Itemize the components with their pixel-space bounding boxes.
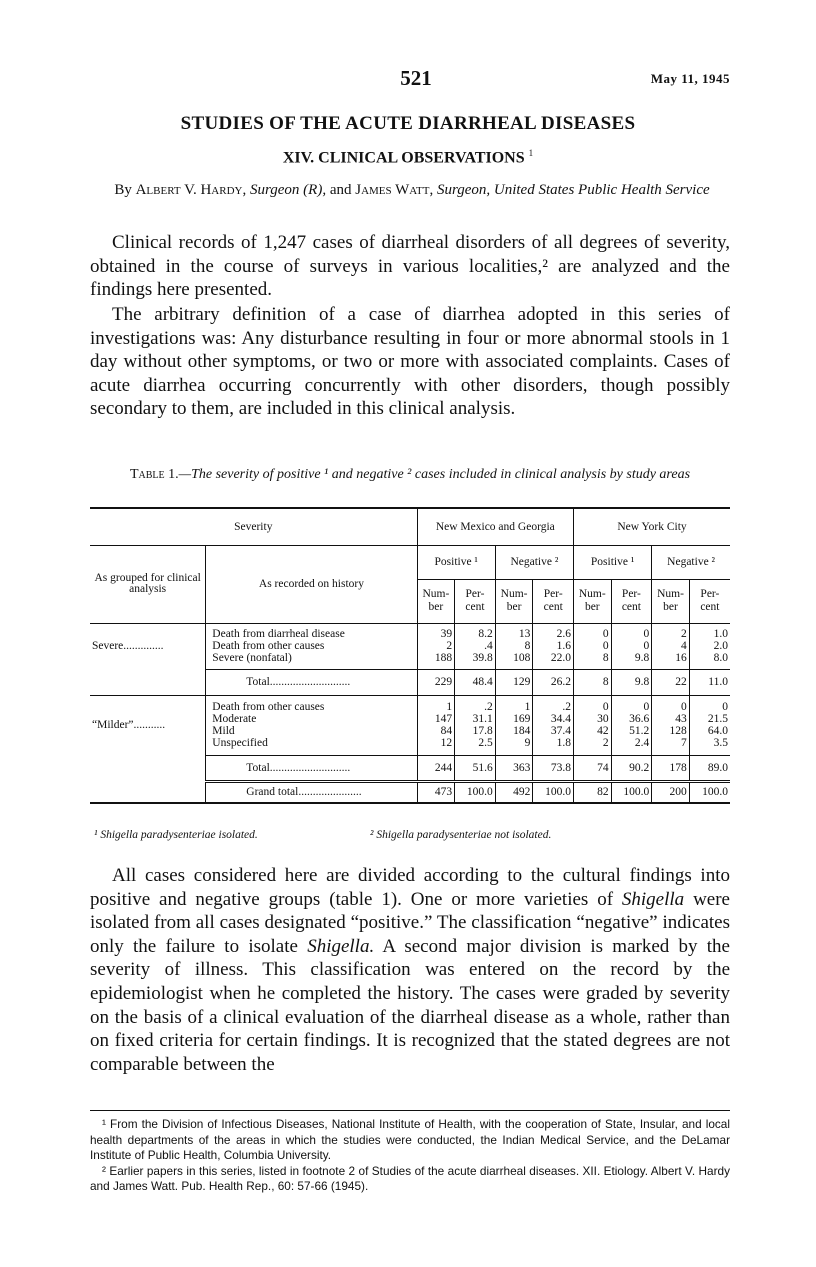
para3-part: were isolated from all cases designated “positive.” The classification “negative” indicates only the failure to isolate bbox=[90, 888, 730, 957]
total-cell: 11.0 bbox=[689, 669, 730, 695]
table-caption-label: Table 1. bbox=[129, 467, 179, 482]
total-cell: 89.0 bbox=[689, 755, 730, 781]
cell: 0 bbox=[722, 701, 728, 713]
grand-total-cell: 492 bbox=[495, 781, 533, 803]
header-percent: Per- cent bbox=[611, 579, 652, 623]
page-number: 521 bbox=[400, 66, 432, 90]
cell: 30 bbox=[597, 713, 609, 725]
grand-total-cell: 82 bbox=[574, 781, 612, 803]
cell: 2 bbox=[681, 628, 687, 640]
group-label-severe bbox=[90, 623, 206, 669]
byline-by: By bbox=[114, 182, 132, 198]
total-cell: 26.2 bbox=[533, 669, 574, 695]
total-label: Total bbox=[246, 676, 270, 688]
page-footnotes bbox=[90, 1117, 730, 1195]
row-label: Unspecified bbox=[212, 737, 268, 749]
total-label: Grand total bbox=[246, 786, 299, 799]
spacer bbox=[90, 781, 206, 803]
severe-total-label: Total............................ bbox=[206, 669, 417, 695]
cell: 0 bbox=[681, 701, 687, 713]
cell: 16 bbox=[675, 652, 687, 664]
header-new-mexico-georgia: New Mexico and Georgia bbox=[417, 508, 573, 545]
header-number: Num- ber bbox=[652, 579, 690, 623]
cell: 1 bbox=[446, 701, 453, 713]
total-cell: 229 bbox=[417, 669, 455, 695]
cell: 12 bbox=[440, 737, 453, 749]
cell: 7 bbox=[681, 737, 687, 749]
cell-col bbox=[455, 695, 496, 755]
header-number: Num- ber bbox=[495, 579, 533, 623]
cell: .2 bbox=[484, 701, 493, 713]
row-label: Death from diarrheal disease bbox=[212, 628, 345, 640]
grand-total-cell: 100.0 bbox=[533, 781, 574, 803]
cell: 64.0 bbox=[707, 725, 728, 737]
grand-total-cell: 100.0 bbox=[455, 781, 496, 803]
header-new-york-city: New York City bbox=[574, 508, 731, 545]
severe-items bbox=[206, 623, 417, 669]
cell-col bbox=[495, 623, 533, 669]
spacer bbox=[90, 669, 206, 695]
header-percent: Per- cent bbox=[533, 579, 574, 623]
header-negative-nmg: Negative ² bbox=[495, 545, 573, 579]
cell: 147 bbox=[434, 713, 453, 725]
milder-items bbox=[206, 695, 417, 755]
total-cell: 90.2 bbox=[611, 755, 652, 781]
paragraph-1: Clinical records of 1,247 cases of diarrheal disorders of all degrees of severity, obtained in the course of surveys in various localities,² are analyzed and the findings here presented. bbox=[90, 232, 730, 301]
author-2-role: Surgeon, United States Public Health Service bbox=[436, 182, 710, 198]
header-negative-nyc: Negative ² bbox=[652, 545, 730, 579]
cell: 3.5 bbox=[713, 737, 728, 749]
footnote-2: ² Earlier papers in this series, listed in footnote 2 of Studies of the acute diarrheal diseases. XII. Etiology. Albert V. Hardy and James Watt. Pub. Health Rep., 60: 57-66 (1945). bbox=[90, 1163, 730, 1193]
grand-total-label: Grand total...................... bbox=[206, 781, 417, 803]
footnote-separator bbox=[90, 1110, 730, 1111]
header-positive-nmg: Positive ¹ bbox=[417, 545, 495, 579]
cell-col bbox=[689, 695, 730, 755]
cell: 2.4 bbox=[634, 737, 650, 749]
cell-col bbox=[611, 623, 652, 669]
cell: 13 bbox=[518, 628, 531, 640]
para3-italic: Shigella bbox=[621, 888, 685, 910]
cell: 0 bbox=[643, 640, 650, 652]
cell: 128 bbox=[669, 725, 687, 737]
cell: 2.6 bbox=[556, 628, 571, 640]
table-footnote-2: ² Shigella paradysenteriae not isolated. bbox=[370, 829, 552, 841]
cell: 31.1 bbox=[472, 713, 493, 725]
subtitle-text: XIV. CLINICAL OBSERVATIONS bbox=[282, 149, 525, 167]
group-label-milder bbox=[90, 695, 206, 755]
header-number: Num- ber bbox=[574, 579, 612, 623]
byline: By Albert V. Hardy, Surgeon (R), and James Watt, Surgeon, United States Public Health Service bbox=[114, 182, 710, 198]
cell: 36.6 bbox=[629, 713, 650, 725]
author-1-role: Surgeon (R), bbox=[249, 182, 327, 198]
cell-col bbox=[689, 623, 730, 669]
total-cell: 8 bbox=[574, 669, 612, 695]
total-cell: 73.8 bbox=[533, 755, 574, 781]
cell: .2 bbox=[562, 701, 571, 713]
grand-total-cell: 100.0 bbox=[611, 781, 652, 803]
cell: 2.0 bbox=[713, 640, 728, 652]
cell: 169 bbox=[513, 713, 531, 725]
total-cell: 74 bbox=[574, 755, 612, 781]
cell: 1.8 bbox=[556, 737, 571, 749]
byline-and: and bbox=[329, 182, 352, 198]
cell: 37.4 bbox=[550, 725, 571, 737]
cell: 184 bbox=[513, 725, 531, 737]
grand-total-cell: 100.0 bbox=[689, 781, 730, 803]
header-as-recorded: As recorded on history bbox=[206, 545, 417, 623]
total-cell: 363 bbox=[495, 755, 533, 781]
cell-col bbox=[652, 623, 690, 669]
group-label: “Milder” bbox=[92, 719, 134, 732]
para3-part: All cases considered here are divided according to the cultural findings into positive and negative groups (table 1). One or more varieties of bbox=[90, 865, 730, 910]
row-label: Death from other causes bbox=[212, 701, 325, 713]
header-percent: Per- cent bbox=[455, 579, 496, 623]
spacer bbox=[90, 755, 206, 781]
cell-col bbox=[574, 623, 612, 669]
row-label: Severe (nonfatal) bbox=[212, 652, 292, 664]
cell: 1.6 bbox=[556, 640, 571, 652]
total-label: Total bbox=[246, 761, 270, 774]
cell: 0 bbox=[602, 628, 609, 640]
paragraph-2: The arbitrary definition of a case of diarrhea adopted in this series of investigations was: Any disturbance resulting in four or more abnormal stools in 1 day without other symptoms, or two or more with associated complaints. Cases of acute diarrhea occurring concurrently with other disorders, though possibly secondary to them, are included in this clinical analysis. bbox=[90, 304, 730, 420]
grand-total-cell: 200 bbox=[652, 781, 690, 803]
cell: 0 bbox=[643, 628, 650, 640]
total-cell: 178 bbox=[652, 755, 690, 781]
cell: 8.2 bbox=[478, 628, 493, 640]
cell: 0 bbox=[602, 701, 609, 713]
cell: 0 bbox=[602, 640, 609, 652]
milder-total-label: Total............................ bbox=[206, 755, 417, 781]
severity-table bbox=[90, 507, 730, 809]
author-2: James Watt bbox=[355, 182, 430, 198]
cell-col bbox=[455, 623, 496, 669]
row-label: Death from other causes bbox=[212, 640, 325, 652]
cell: 39 bbox=[440, 628, 453, 640]
cell: 43 bbox=[675, 713, 687, 725]
cell: 34.4 bbox=[550, 713, 571, 725]
cell: 8 bbox=[524, 640, 531, 652]
total-cell: 244 bbox=[417, 755, 455, 781]
cell-col bbox=[574, 695, 612, 755]
cell: 188 bbox=[434, 652, 453, 664]
row-label: Mild bbox=[212, 725, 235, 737]
cell: 8 bbox=[602, 652, 609, 664]
group-label: Severe bbox=[92, 640, 124, 653]
table-footnote-1: ¹ Shigella paradysenteriae isolated. bbox=[94, 829, 258, 841]
header-severity: Severity bbox=[234, 520, 273, 533]
header-percent: Per- cent bbox=[689, 579, 730, 623]
cell: 0 bbox=[643, 701, 650, 713]
cell: 108 bbox=[513, 652, 531, 664]
cell-col bbox=[533, 623, 574, 669]
cell: 2 bbox=[446, 640, 453, 652]
leader-dots: .............. bbox=[123, 640, 164, 653]
total-cell: 48.4 bbox=[455, 669, 496, 695]
cell: 39.8 bbox=[472, 652, 493, 664]
table-caption bbox=[90, 466, 730, 483]
row-label: Moderate bbox=[212, 713, 257, 725]
total-cell: 51.6 bbox=[455, 755, 496, 781]
total-cell: 129 bbox=[495, 669, 533, 695]
paragraph-3 bbox=[90, 864, 730, 1076]
cell-col bbox=[417, 623, 455, 669]
author-1: Albert V. Hardy bbox=[135, 182, 243, 198]
cell: 42 bbox=[597, 725, 609, 737]
cell: 51.2 bbox=[629, 725, 650, 737]
cell: 9 bbox=[524, 737, 531, 749]
cell: .4 bbox=[484, 640, 493, 652]
cell: 21.5 bbox=[707, 713, 728, 725]
cell-col bbox=[652, 695, 690, 755]
subtitle-footnote-marker: 1 bbox=[528, 148, 534, 158]
cell: 17.8 bbox=[472, 725, 493, 737]
cell: 9.8 bbox=[634, 652, 650, 664]
cell-col bbox=[533, 695, 574, 755]
para3-part: A second major division is marked by the severity of illness. This classification was entered on the record by the epidemiologist when he completed the history. The cases were graded by severity on the basis of a clinical evaluation of the diarrheal disease as a whole, rather than on fixed criteria for certain findings. It is recognized that the stated degrees are not comparable between the bbox=[90, 935, 730, 1075]
cell-col bbox=[495, 695, 533, 755]
article-title: STUDIES OF THE ACUTE DIARRHEAL DISEASES bbox=[180, 113, 636, 134]
header-as-grouped: As grouped for clinical analysis bbox=[90, 545, 206, 623]
issue-date: May 11, 1945 bbox=[650, 71, 730, 86]
footnote-1: ¹ From the Division of Infectious Diseases, National Institute of Health, with the cooperation of State, Insular, and local health departments of the areas in which the studies were conducted, the Indian Medical Service, and the DeLamar Institute of Public Health, Columbia University. bbox=[90, 1117, 730, 1162]
para3-italic: Shigella. bbox=[307, 935, 375, 957]
cell: 8.0 bbox=[713, 652, 728, 664]
cell-col bbox=[611, 695, 652, 755]
cell: 22.0 bbox=[550, 652, 571, 664]
header-number: Num- ber bbox=[417, 579, 455, 623]
cell: 1.0 bbox=[713, 628, 728, 640]
cell: 1 bbox=[524, 701, 531, 713]
total-cell: 9.8 bbox=[611, 669, 652, 695]
cell: 84 bbox=[440, 725, 453, 737]
article-subtitle bbox=[0, 148, 816, 167]
cell: 2.5 bbox=[478, 737, 493, 749]
grand-total-cell: 473 bbox=[417, 781, 455, 803]
leader-dots: ........... bbox=[133, 719, 166, 732]
cell-col bbox=[417, 695, 455, 755]
cell: 4 bbox=[681, 640, 687, 652]
header-positive-nyc: Positive ¹ bbox=[574, 545, 652, 579]
cell: 2 bbox=[602, 737, 609, 749]
total-cell: 22 bbox=[652, 669, 690, 695]
table-caption-text: —The severity of positive ¹ and negative ² cases included in clinical analysis by study areas bbox=[178, 467, 691, 482]
table-bottom-rule bbox=[90, 803, 730, 809]
